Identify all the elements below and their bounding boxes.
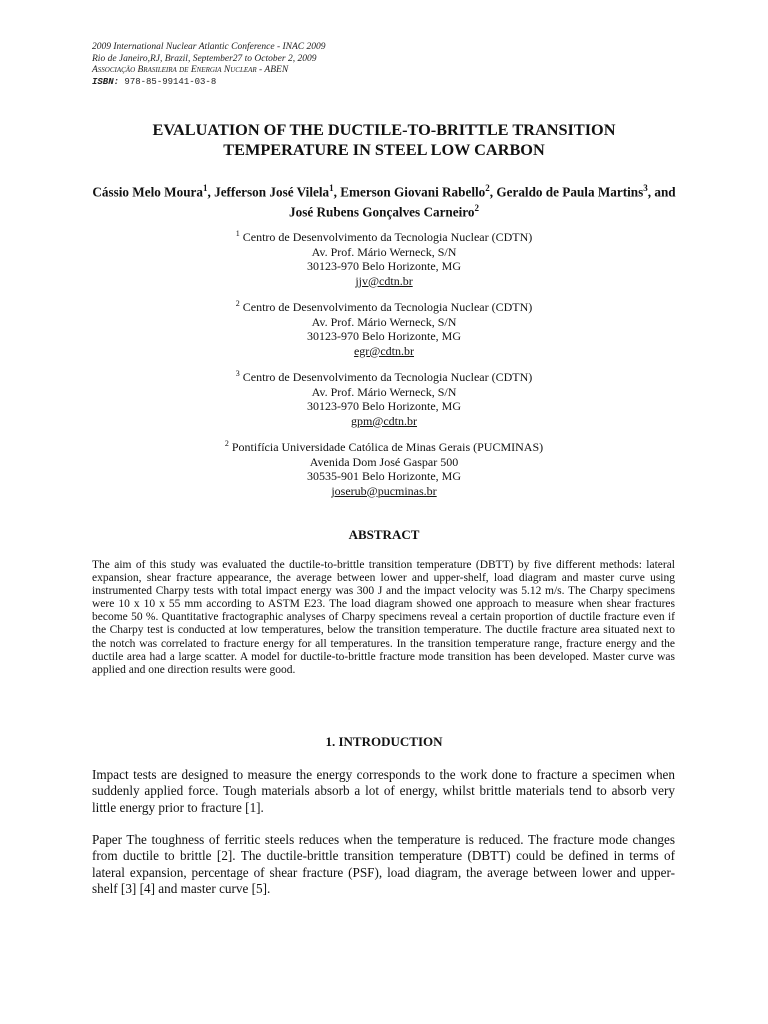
author-separator: , and: [647, 184, 676, 200]
author-name: Geraldo de Paula Martins: [496, 184, 644, 200]
affiliation-email-link[interactable]: gpm@cdtn.br: [350, 413, 418, 428]
affiliation-line: Centro de Desenvolvimento da Tecnologia Nuclear (CDTN): [242, 370, 533, 384]
affiliation-line: Centro de Desenvolvimento da Tecnologia Nuclear (CDTN): [242, 300, 533, 314]
affiliation-block: [120, 297, 648, 358]
affiliation-address: Av. Prof. Mário Werneck, S/N: [311, 384, 457, 399]
affiliation-city: 30123-970 Belo Horizonte, MG: [307, 259, 461, 273]
affiliation-mark: 2: [224, 439, 229, 448]
isbn-number: 978-85-99141-03-8: [124, 76, 217, 87]
affiliation-institution: [120, 297, 648, 315]
author-affiliation-mark: 3: [643, 183, 648, 193]
author-list: [88, 180, 680, 221]
introduction-paragraph-2: Paper The toughness of ferritic steels reduces when the temperature is reduced. The fracture mode changes from ductile to brittle [2]. The ductile-brittle transition temperature (DBTT) could be defined in terms of lateral expansion, percentage of shear fracture (PSF), load diagram, the average between lower and upper-shelf [3] [4] and master curve [5].: [92, 832, 675, 896]
affiliation-email-link[interactable]: joserub@pucminas.br: [331, 483, 437, 498]
author-name: Cássio Melo Moura: [92, 184, 203, 200]
affiliation-mark: 2: [235, 299, 240, 308]
author-separator: ,: [333, 184, 341, 200]
affiliation-institution: [120, 367, 648, 385]
author-separator: ,: [207, 184, 215, 200]
conference-location: Rio de Janeiro,RJ, Brazil, September27 to October 2, 2009: [92, 53, 317, 64]
affiliation-address: Av. Prof. Mário Werneck, S/N: [311, 244, 457, 259]
paper-title: [60, 120, 708, 160]
author-name: Jefferson José Vilela: [214, 184, 330, 200]
abstract-text: The aim of this study was evaluated the ductile-to-brittle transition temperature (DBTT) by five different methods: lateral expansion, shear fracture appearance, the average between lower and upper-shelf, load diagram and master curve using instrumented Charpy tests with total impact energy was 300 J and the impact velocity was 5.12 m/s. The Charpy specimens were 10 x 10 x 55 mm according to ASTM E23. The load diagram showed one approach to measure when shear fractures become 50 %. Quantitative fractographic analyses of Charpy specimens reveal a certain proportion of ductile fracture even if the Charpy test is conducted at low temperatures, below the transition temperature. The ductile fracture area situated next to the notch was correlated to fracture energy for all temperatures. In the transition temperature range, fracture energy and the ductile area had a large scatter. A model for ductile-to-brittle fracture mode transition has been developed. Master curve was applied and one direction results were good.: [92, 559, 675, 676]
introduction-paragraph-1: Impact tests are designed to measure the energy corresponds to the work done to fracture a specimen when suddenly applied force. Tough materials absorb a lot of energy, whilst brittle materials tend to absorb very little energy prior to fracture [1].: [92, 767, 675, 815]
affiliation-mark: 1: [235, 229, 240, 238]
affiliation-block: [120, 367, 648, 428]
author-affiliation-mark: 1: [329, 183, 334, 193]
title-line-1: EVALUATION OF THE DUCTILE-TO-BRITTLE TRANSITION: [152, 120, 616, 139]
introduction-heading: 1. INTRODUCTION: [325, 734, 443, 749]
affiliation-mark: 3: [235, 369, 240, 378]
affiliation-block: [120, 227, 648, 288]
affiliation-institution: [120, 437, 648, 455]
affiliation-city: 30123-970 Belo Horizonte, MG: [307, 329, 461, 343]
conference-header: [92, 42, 326, 88]
conference-organizer: Associação Brasileira de Energia Nuclear - ABEN: [92, 65, 289, 75]
affiliation-city: 30535-901 Belo Horizonte, MG: [307, 469, 461, 483]
author-name: José Rubens Gonçalves Carneiro: [289, 204, 475, 220]
author-name: Emerson Giovani Rabello: [340, 184, 486, 200]
affiliation-email-link[interactable]: egr@cdtn.br: [353, 343, 415, 358]
affiliation-block: [120, 437, 648, 498]
author-separator: ,: [489, 184, 497, 200]
affiliation-email-link[interactable]: jjv@cdtn.br: [355, 273, 413, 288]
affiliation-address: Av. Prof. Mário Werneck, S/N: [311, 314, 457, 329]
isbn-line: [92, 77, 326, 89]
affiliation-city: 30123-970 Belo Horizonte, MG: [307, 399, 461, 413]
affiliation-address: Avenida Dom José Gaspar 500: [309, 454, 459, 469]
affiliation-institution: [120, 227, 648, 245]
isbn-label: ISBN:: [92, 76, 120, 87]
author-affiliation-mark: 2: [485, 183, 490, 193]
conference-name: 2009 International Nuclear Atlantic Conference - INAC 2009: [92, 42, 326, 52]
affiliation-line: Centro de Desenvolvimento da Tecnologia Nuclear (CDTN): [242, 230, 533, 244]
author-affiliation-mark: 2: [474, 203, 479, 214]
author-affiliation-mark: 1: [203, 183, 208, 193]
abstract-heading: ABSTRACT: [348, 527, 420, 542]
affiliation-line: Pontifícia Universidade Católica de Minas Gerais (PUCMINAS): [231, 440, 544, 454]
title-line-2: TEMPERATURE IN STEEL LOW CARBON: [223, 140, 545, 159]
